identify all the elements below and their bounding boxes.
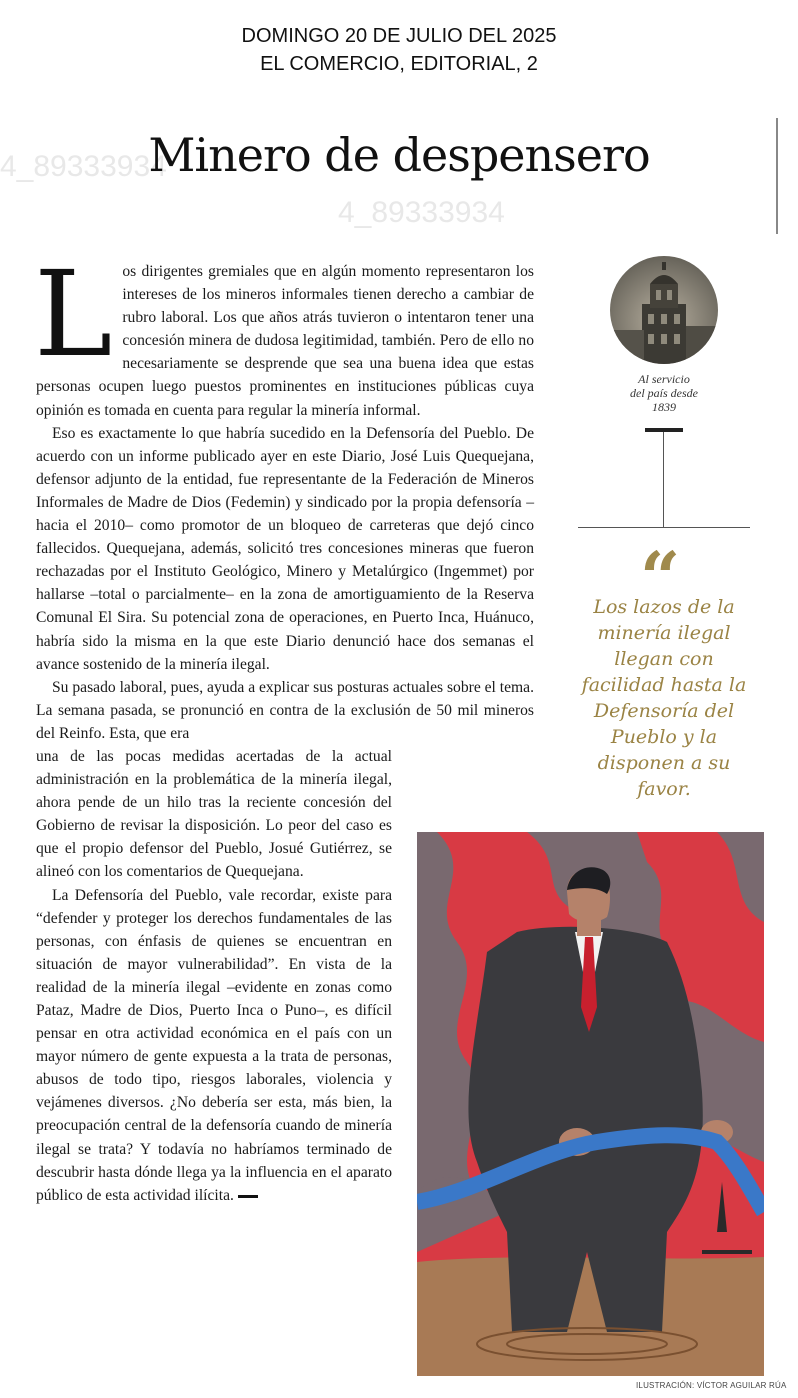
watermark: 4_89333934 [0,150,167,183]
illustration-credit: ILUSTRACIÓN: VÍCTOR AGUILAR RÚA [636,1381,787,1390]
logo-caption: Al servicio del país desde 1839 [630,372,698,414]
editorial-title: Minero de despensero [148,128,650,182]
paragraph: Eso es exactamente lo que habría sucedido en la Defensoría del Pueblo. De acuerdo con un informe publicado ayer en este Diario, José Luis Quequejana, defensor adjunto de la entidad, fue representante de la Federación de Mineros Informales de Madre de Dios (Fedemin) y sindicado por la propia defensoría –hacia el 2010– como promotor de un bloqueo de carreteras que dejó cinco fallecidos. Quequejana, además, solicitó tres concesiones mineras que fueron rechazadas por el Instituto Geológico, Minero y Metalúrgico (Ingemmet) por hallarse –total o parcialmente– en la zona de amortiguamiento de la Reserva Comunal El Sira. Su potencial zona de operaciones, en Puerto Inca, Huánuco, habría sido la misma en la que este Diario denunció hace dos semanas el avance sostenido de la minería ilegal. [36,424,534,673]
building-icon [610,256,718,364]
divider [776,118,778,234]
narrow-column [36,745,392,1207]
end-mark [238,1195,258,1198]
header-date: DOMINGO 20 DE JULIO DEL 2025 [241,25,557,47]
quote-icon: “ [640,536,681,619]
logo-underline [645,428,683,432]
page-header [0,22,798,78]
connector-line [663,432,664,528]
watermark: 4_89333934 [338,196,505,229]
paragraph: Su pasado laboral, pues, ayuda a explicar sus posturas actuales sobre el tema. La semana pasada, se pronunció en contra de la exclusión de 50 mil mineros del Reinfo. Esta, que era [36,678,534,742]
paragraph: La Defensoría del Pueblo, vale recordar, existe para “defender y proteger los derechos fundamentales de las personas, con énfasis de quienes se encuentran en situación de mayor vulnerabilidad”. En vista de la realidad de la minería ilegal –evidente en zonas como Pataz, Madre de Dios, Puerto Inca o Puno–, es difícil pensar en otra actividad económica en el país con un mayor número de gente expuesta a la trata de personas, abusos de todo tipo, riesgos laborales, violencia y vejámenes diversos. ¿No debería ser esta, más bien, la preocupación central de la defensoría cuando de minería ilegal se trata? Y todavía no habríamos terminado de descubrir hasta dónde llega ya la influencia en el aparato público de esta actividad ilícita. [36,886,392,1204]
illustration [417,832,764,1376]
paragraph: una de las pocas medidas acertadas de la actual administración en la problemática de la minería ilegal, ahora pende de un hilo tras la reciente concesión del Gobierno de revisar la disposición. Lo peor del caso es que el propio defensor del Pueblo, Josué Gutiérrez, se alineó con los comentarios de Quequejana. [36,747,392,881]
paragraph: Los dirigentes gremiales que en algún momento representaron los intereses de los mineros informales tienen derecho a cambiar de rubro laboral. Los que años atrás tuvieron o intentaron tener una concesión minera de dudosa legitimidad, también. Pero de ello no necesariamente se desprende que sea una buena idea que estas personas ocupen luego puestos prominentes en instituciones públicas cuya opinión es tomada en cuenta para regular la minería informal. [34,245,534,419]
drop-cap: L [34,245,113,383]
divider [578,527,750,528]
pull-quote: Los lazos de la minería ilegal llegan con facilidad hasta la Defensoría del Pueblo y la disponen a su favor. [581,596,747,800]
newspaper-building-logo [610,256,718,364]
header-source: EL COMERCIO, EDITORIAL, 2 [260,53,538,75]
